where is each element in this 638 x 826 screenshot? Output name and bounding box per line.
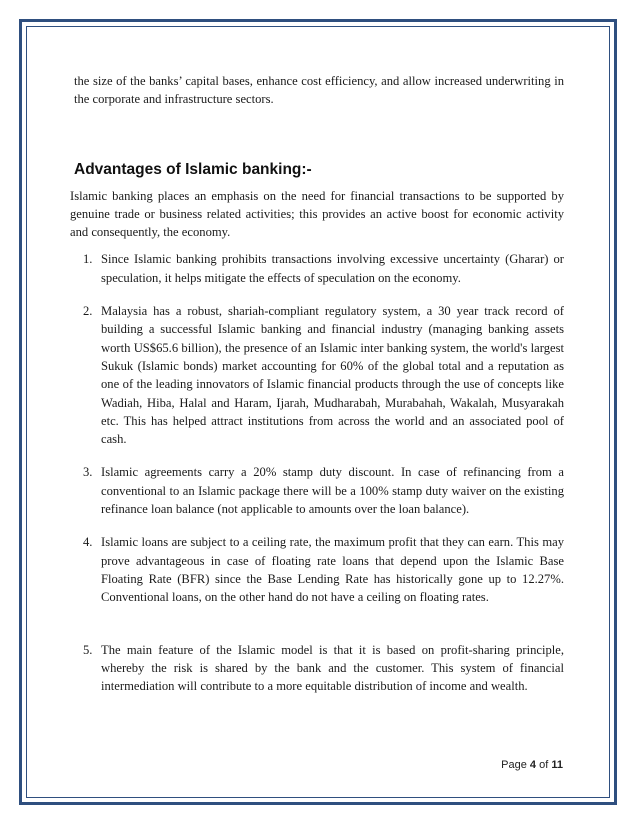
list-item-number: 3.	[83, 465, 93, 480]
list-item	[74, 533, 564, 606]
page-footer	[501, 759, 563, 771]
list-item	[74, 302, 564, 448]
advantages-list	[74, 250, 564, 695]
list-item-text: Islamic loans are subject to a ceiling rate, the maximum profit that they can earn. This may prove advantageous in case of floating rate loans that depend upon the Islamic Base Floating Rate (BFR) since the Base Lending Rate has historically gone up to 12.27%. Conventional loans, on the other hand do not have a ceiling on floating rates.	[101, 535, 564, 605]
document-body	[70, 72, 564, 710]
list-item-text: Islamic agreements carry a 20% stamp duty discount. In case of refinancing from a conventional to an Islamic package there will be a 100% stamp duty waiver on the existing refinance loan balance (not applicable to amounts over the loan balance).	[101, 465, 564, 517]
list-item	[74, 250, 564, 287]
lead-paragraph: Islamic banking places an emphasis on the need for financial transactions to be supported by genuine trade or business related activities; this provides an active boost for economic activity and consequently, the economy.	[70, 188, 564, 240]
footer-page-number: 4	[529, 759, 537, 771]
list-item-text: The main feature of the Islamic model is that it is based on profit-sharing principle, whereby the risk is shared by the bank and the customer. This system of financial intermediation will contribute to a more equitable distribution of income and wealth.	[101, 642, 564, 694]
list-item-number: 4.	[83, 535, 93, 550]
list-item-text: Malaysia has a robust, shariah-compliant regulatory system, a 30 year track record of building a successful Islamic banking and financial industry (managing banking assets worth US$65.6 billion), the presence of an Islamic inter banking system, the world's largest Sukuk (Islamic bonds) market accounting for 60% of the global total and a reputation as one of the leading innovators of Islamic financial products through the use of concepts like Wadiah, Hiba, Halal and Haram, Ijarah, Mudharabah, Murabahah, Wakalah, Musyarakah etc. This has helped attract institutions from across the world and an associated pool of cash.	[101, 304, 564, 447]
list-item-number: 5.	[83, 642, 93, 657]
footer-page-word: Page	[501, 759, 527, 771]
list-item	[74, 641, 564, 696]
footer-page-total: 11	[551, 759, 563, 771]
list-item	[74, 463, 564, 518]
footer-of-word: of	[539, 759, 549, 771]
list-item-number: 2.	[83, 304, 93, 319]
intro-paragraph: the size of the banks’ capital bases, enhance cost efficiency, and allow increased underwriting in the corporate and infrastructure sectors.	[74, 74, 564, 107]
list-item-text: Since Islamic banking prohibits transactions involving excessive uncertainty (Gharar) or speculation, it helps mitigate the effects of speculation on the economy.	[101, 252, 564, 285]
list-item-number: 1.	[83, 252, 93, 267]
section-heading: Advantages of Islamic banking:-	[74, 160, 312, 178]
